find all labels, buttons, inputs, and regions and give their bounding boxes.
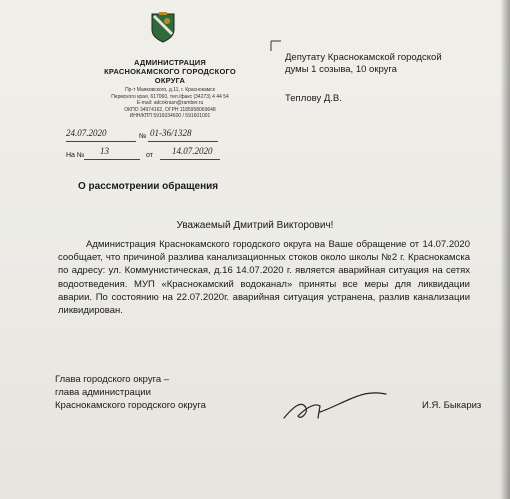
handwritten-signature xyxy=(280,388,390,428)
org-contacts xyxy=(70,87,270,120)
letter-body xyxy=(58,238,470,317)
letterhead xyxy=(70,58,270,120)
signer-title-line3: Краснокамского городского округа xyxy=(55,400,206,411)
address-corner-mark-icon xyxy=(270,40,282,52)
org-name-line3: ОКРУГА xyxy=(154,76,186,85)
salutation: Уважаемый Дмитрий Викторович! xyxy=(176,220,334,231)
page-edge-shadow xyxy=(500,0,510,499)
outgoing-number: 01-36/1328 xyxy=(150,128,192,138)
recipient-name: Теплову Д.В. xyxy=(285,93,342,104)
reference-date: 14.07.2020 xyxy=(172,146,213,156)
reference-number-label: На № xyxy=(66,152,85,159)
org-address: Пр-т Маяковского, д.11, г. Краснокамск xyxy=(125,87,215,93)
org-okpo: ОКПО 34974162, ОГРН 1185958069648 xyxy=(124,106,216,113)
outgoing-number-line xyxy=(148,141,218,142)
org-name-line1: АДМИНИСТРАЦИЯ xyxy=(134,58,206,67)
recipient-line1: Депутату Краснокамской городской xyxy=(285,52,442,63)
signer-title-line1: Глава городского округа – xyxy=(55,374,170,385)
outgoing-date-line xyxy=(66,141,136,142)
recipient xyxy=(285,52,485,76)
org-region-phone: Пермского края, 617060, тел./факс (34273) 4 44 54 xyxy=(111,93,229,100)
reference-number-line xyxy=(84,159,140,160)
org-inn: ИНН/КПП 5916034600 / 591601001 xyxy=(129,113,211,119)
outgoing-date: 24.07.2020 xyxy=(66,128,107,138)
body-text: Администрация Краснокамского городского округа на Ваше обращение от 14.07.2020 сообщает, что причиной разлива канализационных стоков около школы №2 г. Краснокамска по адресу: ул. Коммунистическая, д.16 14.07.2020 г. является аварийная ситуация на сетях водоотведения. МУП «Краснокамский водоканал» приняты все меры для ликвидации аварии. По состоянию на 22.07.2020г. аварийная ситуация устранена, разлив канализации ликвидирован. xyxy=(58,239,470,317)
letter-subject: О рассмотрении обращения xyxy=(78,181,219,192)
recipient-line2: думы 1 созыва, 10 округа xyxy=(285,64,397,75)
signer-title-line2: глава администрации xyxy=(55,387,151,398)
reference-date-label: от xyxy=(146,152,153,159)
reference-date-line xyxy=(160,159,220,160)
org-name-line2: КРАСНОКАМСКОГО ГОРОДСКОГО xyxy=(104,67,236,76)
signature-block xyxy=(55,373,206,412)
reference-number: 13 xyxy=(100,146,109,156)
coat-of-arms-icon xyxy=(150,12,176,44)
number-sign: № xyxy=(139,133,147,140)
org-email: E-mail: adcnkrasn@ramber.ru xyxy=(136,100,204,106)
signer-name: И.Я. Быкариз xyxy=(422,400,482,411)
